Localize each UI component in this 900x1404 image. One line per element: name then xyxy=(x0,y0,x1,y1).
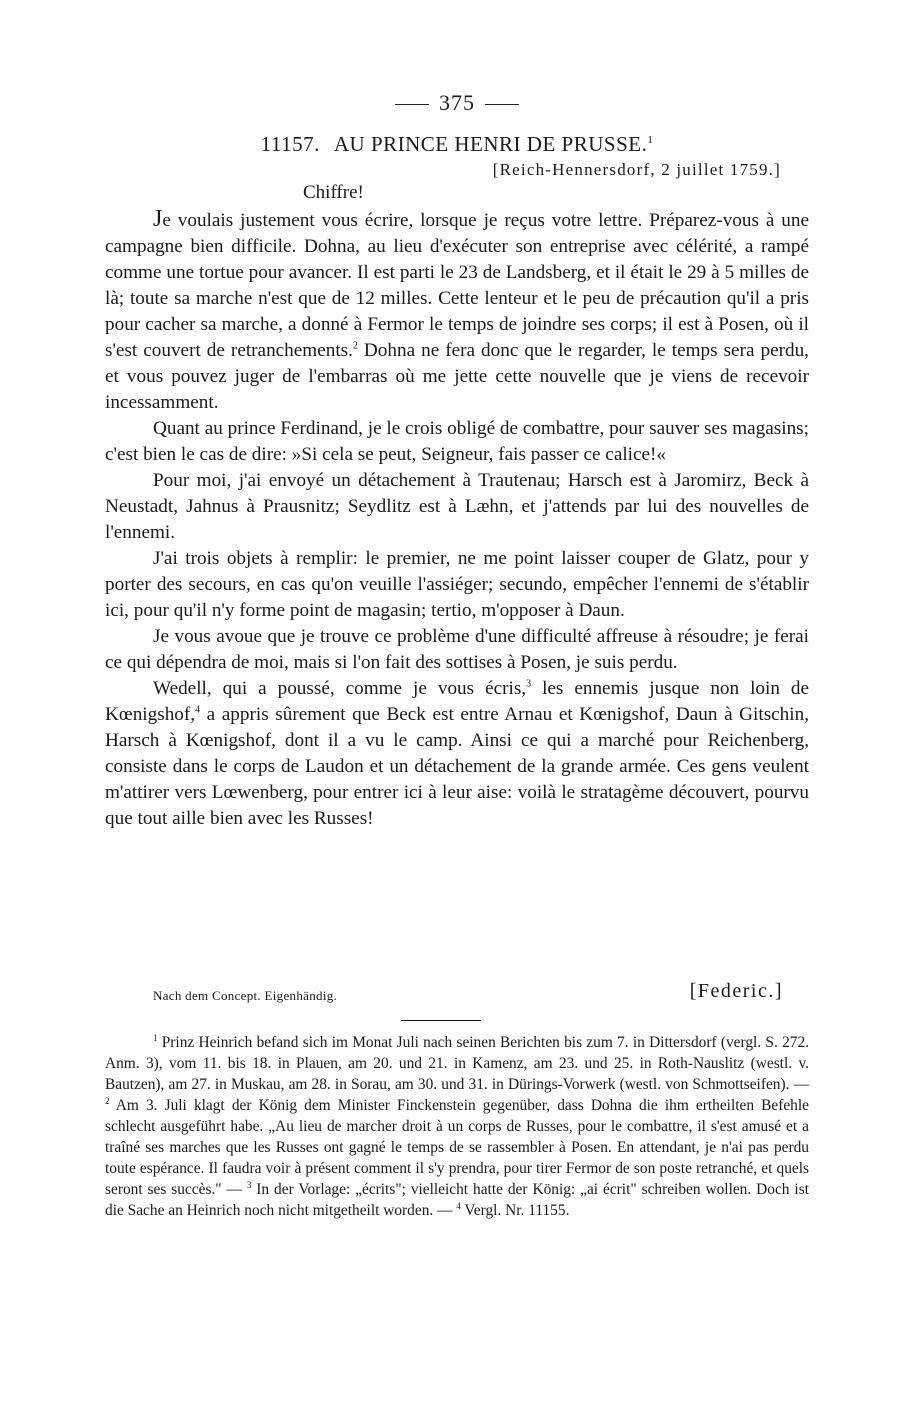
letter-number: 11157. xyxy=(260,132,320,156)
footnote-mark: 1 xyxy=(647,134,654,146)
paragraph-text: a appris sûrement que Beck est entre Arnau et Kœnigshof, Daun à Gitschin, Harsch à Kœnigshof, dont il a vu le camp. Ainsi ce qui a marché pour Reichenberg, consiste dans le corps de Laudon et un détachement de la grande armée. Ces gens veulent m'attirer vers Lœwenberg, pour entrer ici à leur aise: voilà le stratagème découvert, pourvu que tout aille bien avec les Russes! xyxy=(105,704,809,829)
page-number xyxy=(105,90,809,116)
paragraph: Pour moi, j'ai envoyé un détachement à Trautenau; Harsch est à Jaromirz, Beck à Neustadt, Jahnus à Prausnitz; Seydlitz est à Læhn, et j'attends par lui des nouvelles de l'ennemi. xyxy=(105,470,809,543)
initial-letter: J xyxy=(153,206,163,232)
paragraph xyxy=(105,676,809,832)
footnote-mark: 2 xyxy=(352,340,358,352)
footnote-divider xyxy=(401,1020,481,1021)
paragraph-text: Dohna ne fera donc que le regarder, le temps sera perdu, et vous pouvez juger de l'embarras où me jette cette nouvelle que je viens de recevoir incessamment. xyxy=(105,340,809,413)
letter-body xyxy=(105,206,809,832)
footnote-number: 2 xyxy=(105,1095,110,1106)
footnotes xyxy=(105,1032,809,1221)
paragraph-text: Wedell, qui a poussé, comme je vous écris, xyxy=(153,678,527,699)
paragraph: Je vous avoue que je trouve ce problème d'une difficulté affreuse à résoudre; je ferai ce qui dépendra de moi, mais si l'on fait des sottises à Posen, je suis perdu. xyxy=(105,626,809,673)
footnote-mark: 4 xyxy=(195,704,201,716)
paragraph: J'ai trois objets à remplir: le premier, ne me point laisser couper de Glatz, pour y porter des secours, en cas qu'on veuille l'assiéger; secundo, empêcher l'ennemi de s'établir ici, pour qu'il n'y forme point de magasin; tertio, m'opposer à Daun. xyxy=(105,548,809,621)
signature: [Federic.] xyxy=(689,980,783,1002)
paragraph xyxy=(105,206,809,416)
page-number-text: 375 xyxy=(439,90,475,115)
paragraph: Quant au prince Ferdinand, je le crois obligé de combattre, pour sauver ses magasins; c'est bien le cas de dire: »Si cela se peut, Seigneur, fais passer ce calice!« xyxy=(105,418,809,465)
footnote-text: Vergl. Nr. 11155. xyxy=(460,1202,570,1219)
dash-right xyxy=(485,104,519,105)
footnote-text: Am 3. Juli klagt der König dem Minister Finckenstein gegenüber, dass Dohna die ihm ertheilten Befehle schlecht ausgeführt habe. „Au lieu de marcher droit à un corps de Russes, pour le combattre, il s'est amusé et a traîné ses marches que les Russes ont gagné le temps de se rassembler à Posen. En attendant, je n'ai pas perdu toute espérance. Il faudra voir à présent comment il s'y prendra, pour tirer Fermor de son poste retranché, et quels seront ses succès." — xyxy=(105,1097,809,1198)
footnote-mark: 3 xyxy=(526,678,532,690)
dash-left xyxy=(395,104,429,105)
footnote-number: 4 xyxy=(456,1200,461,1211)
footnote-number: 3 xyxy=(246,1179,252,1190)
cipher-note: Chiffre! xyxy=(303,182,364,203)
footnote-text: Prinz Heinrich befand sich im Monat Juli nach seinen Berichten bis zum 7. in Dittersdorf (vergl. S. 272. Anm. 3), vom 11. bis 18. in Plauen, am 20. und 21. in Kamenz, am 23. und 25. in Roth-Nauslitz (westl. v. Bautzen), am 27. in Muskau, am 28. in Sorau, am 30. und 31. in Dürings-Vorwerk (westl. von Schmottseifen). — xyxy=(105,1034,809,1093)
letter-title: AU PRINCE HENRI DE PRUSSE. xyxy=(333,132,648,156)
place-date: [Reich-Hennersdorf, 2 juillet 1759.] xyxy=(492,160,781,179)
letter-heading xyxy=(105,132,809,157)
footnote-number: 1 xyxy=(153,1032,158,1043)
source-note: Nach dem Concept. Eigenhändig. xyxy=(153,988,338,1003)
signature-row xyxy=(105,980,809,1010)
footnote-text: In der Vorlage: „écrits"; vielleicht hatte der König: „ai écrit" schreiben wollen. Doch ist die Sache an Heinrich noch nicht mitgetheilt worden. — xyxy=(105,1181,809,1219)
footnote-paragraph xyxy=(105,1032,809,1221)
paragraph-text: e voulais justement vous écrire, lorsque je reçus votre lettre. Préparez-vous à une campagne bien difficile. Dohna, au lieu d'exécuter son entreprise avec célérité, a rampé comme une tortue pour avancer. Il est parti le 23 de Landsberg, et il était le 29 à 5 milles de là; toute sa marche n'est que de 12 milles. Cette lenteur et le peu de précaution qu'il a pris pour cacher sa marche, a donné à Fermor le temps de joindre ses corps; il est à Posen, où il s'est couvert de retranchements. xyxy=(105,210,809,361)
paragraph-text: les ennemis jusque non loin de Kœnigshof, xyxy=(105,678,809,725)
